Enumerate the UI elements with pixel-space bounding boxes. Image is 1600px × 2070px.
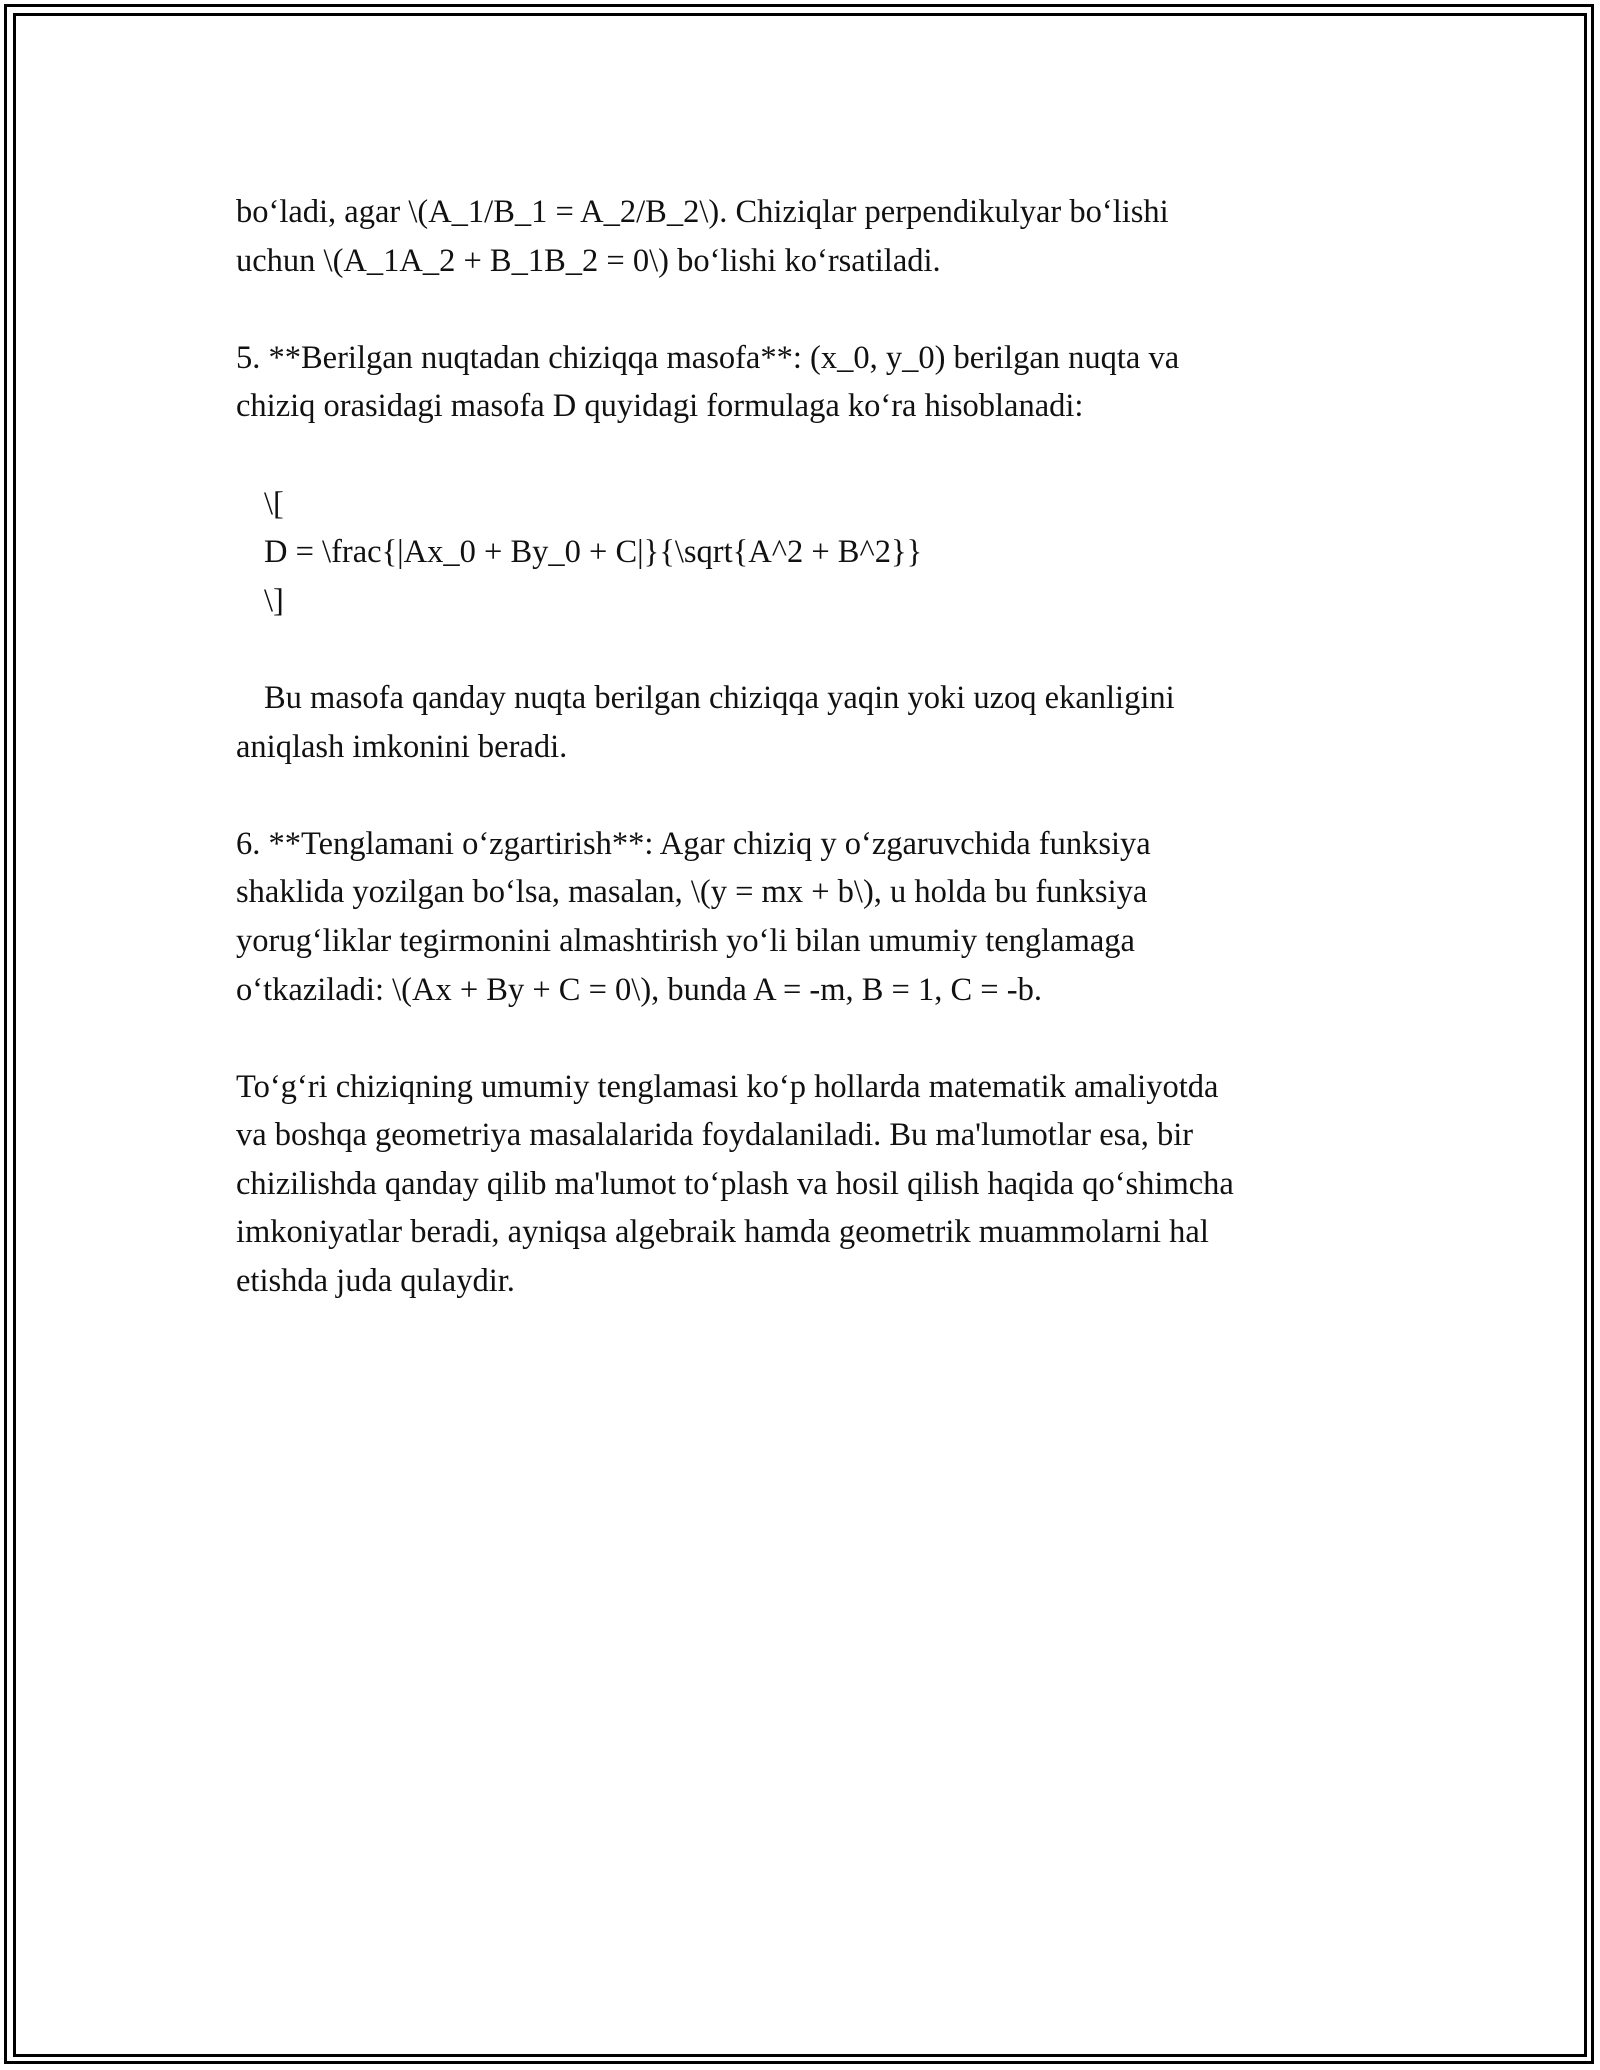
paragraph-item-5 <box>236 334 1386 431</box>
text-line: o‘tkaziladi: \(Ax + By + C = 0\), bunda A = -m, B = 1, C = -b. <box>236 971 1042 1008</box>
text-line: To‘g‘ri chiziqning umumiy tenglamasi ko‘p hollarda matematik amaliyotda <box>236 1068 1219 1105</box>
text-line: chiziq orasidagi masofa D quyidagi formulaga ko‘ra hisoblanadi: <box>236 388 1084 425</box>
paragraph-conclusion <box>236 1063 1386 1306</box>
text-line: 6. **Tenglamani o‘zgartirish**: Agar chiziq y o‘zgaruvchida funksiya <box>236 825 1151 862</box>
text-line: Bu masofa qanday nuqta berilgan chiziqqa yaqin yoki uzoq ekanligini <box>264 679 1175 716</box>
formula-open: \[ <box>264 485 284 522</box>
text-line: uchun \(A_1A_2 + B_1B_2 = 0\) bo‘lishi ko‘rsatiladi. <box>236 242 941 279</box>
text-line: chizilishda qanday qilib ma'lumot to‘plash va hosil qilish haqida qo‘shimcha <box>236 1165 1234 1202</box>
text-line: shaklida yozilgan bo‘lsa, masalan, \(y = mx + b\), u holda bu funksiya <box>236 874 1148 911</box>
text-line: yorug‘liklar tegirmonini almashtirish yo‘li bilan umumiy tenglamaga <box>236 922 1135 959</box>
text-line: aniqlash imkonini beradi. <box>236 728 568 765</box>
paragraph-parallel-perpendicular <box>236 188 1386 285</box>
document-body <box>236 188 1386 1354</box>
text-line: etishda juda qulaydir. <box>236 1263 515 1300</box>
paragraph-item-6 <box>236 820 1386 1014</box>
paragraph-distance-note <box>236 674 1386 771</box>
formula-block <box>236 480 1386 626</box>
formula-body: D = \frac{|Ax_0 + By_0 + C|}{\sqrt{A^2 + B^2}} <box>264 534 923 571</box>
formula-close: \] <box>264 582 284 619</box>
text-line: va boshqa geometriya masalalarida foydalaniladi. Bu ma'lumotlar esa, bir <box>236 1117 1194 1154</box>
text-line: bo‘ladi, agar \(A_1/B_1 = A_2/B_2\). Chiziqlar perpendikulyar bo‘lishi <box>236 194 1169 230</box>
text-line: 5. **Berilgan nuqtadan chiziqqa masofa**: (x_0, y_0) berilgan nuqta va <box>236 339 1180 376</box>
text-line: imkoniyatlar beradi, ayniqsa algebraik hamda geometrik muammolarni hal <box>236 1214 1209 1251</box>
